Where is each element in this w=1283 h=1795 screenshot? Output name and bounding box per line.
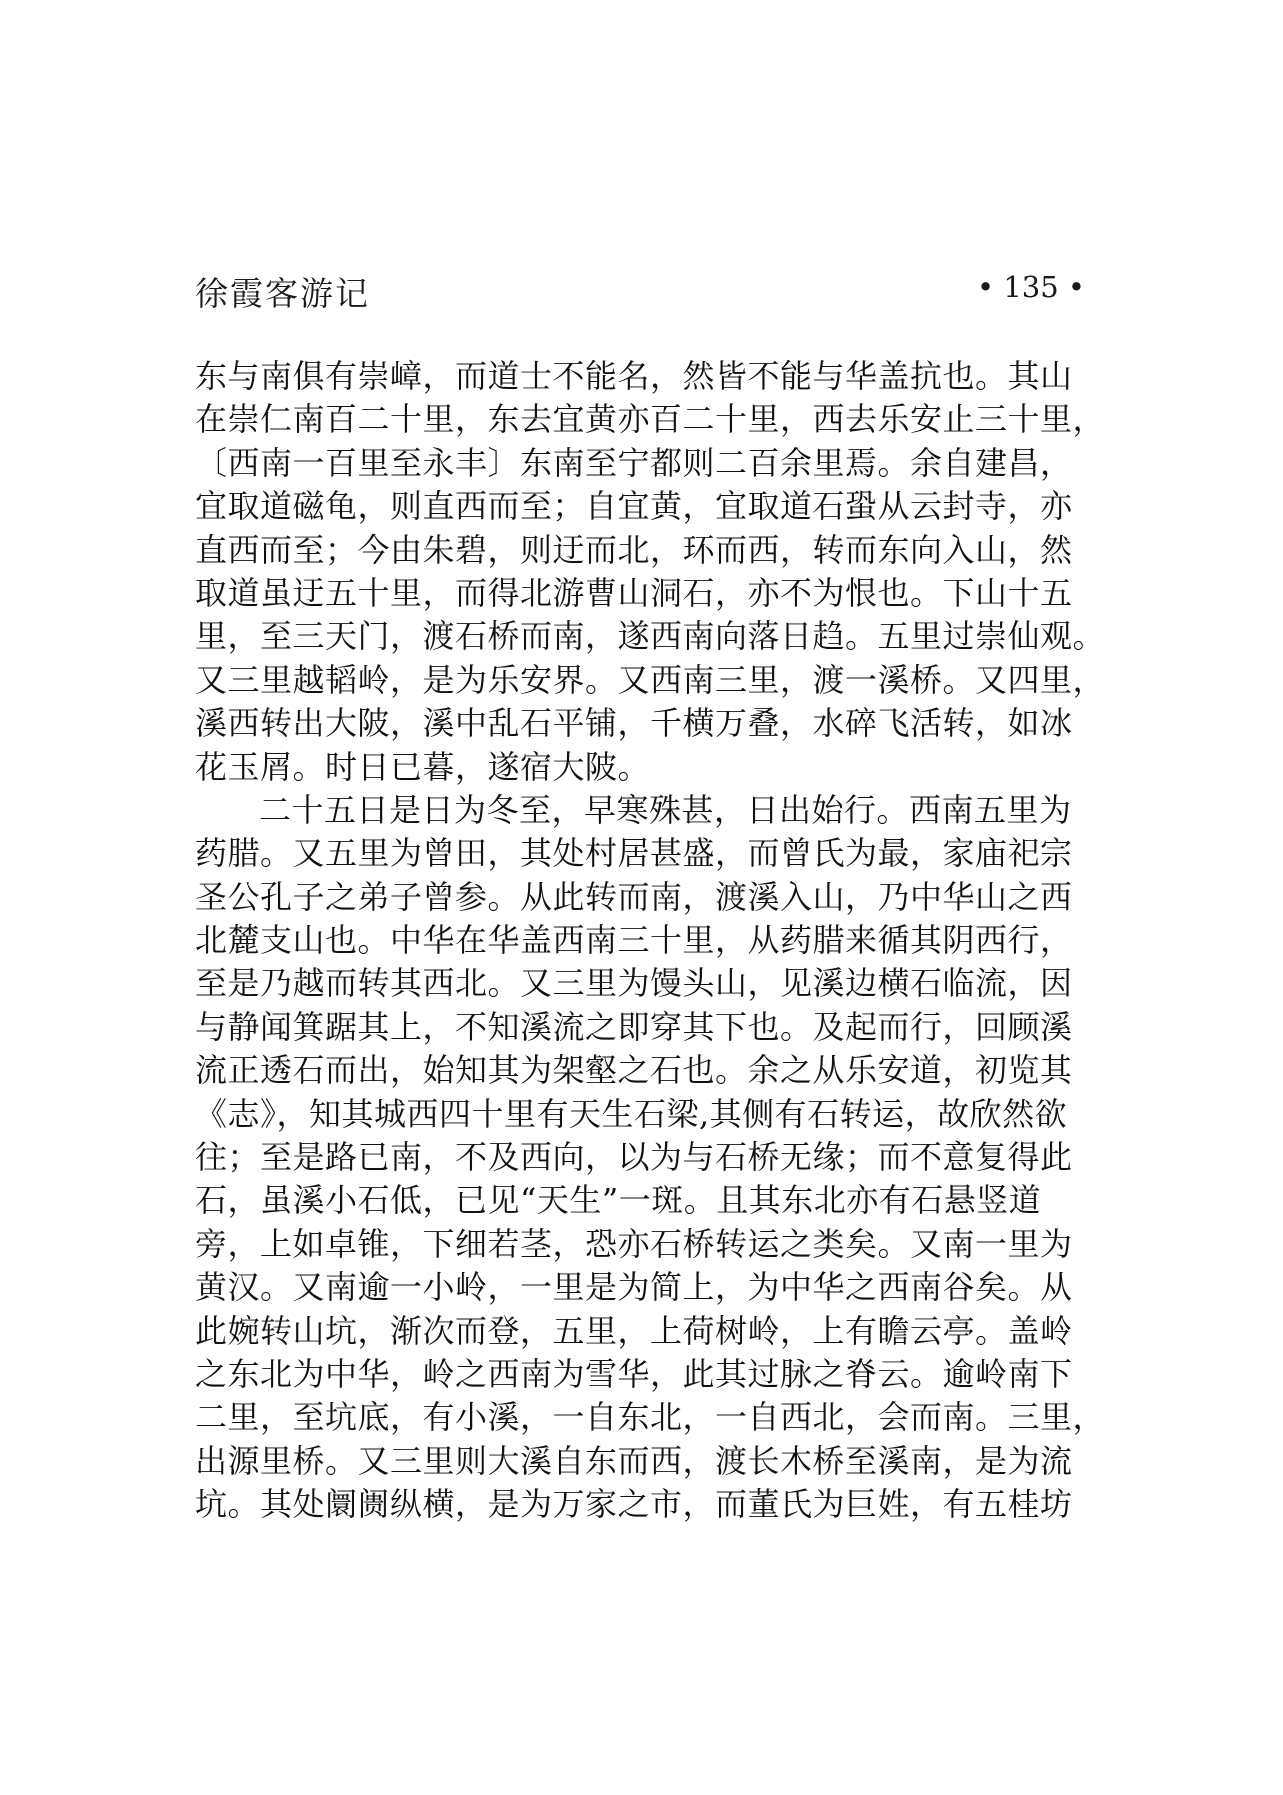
text-line: 〔西南一百里至永丰〕东南至宁都则二百余里焉。余自建昌，	[195, 443, 1073, 482]
text-line: 二里，至坑底，有小溪，一自东北，一自西北，会而南。三里，	[195, 1398, 1106, 1437]
page-number: • 135 •	[977, 270, 1085, 304]
book-title: 徐霞客游记	[195, 274, 370, 313]
text-line: 直西而至；今由朱碧，则迂而北，环而西，转而东向入山，然	[195, 530, 1073, 569]
body-text	[195, 355, 1135, 1527]
text-line: 石，虽溪小石低，已见“天生”一斑。且其东北亦有石悬竖道	[195, 1181, 1042, 1220]
text-line: 与静闻箕踞其上，不知溪流之即穿其下也。及起而行，回顾溪	[195, 1007, 1073, 1046]
text-line: 溪西转出大陂，溪中乱石平铺，千横万叠，水碎飞活转，如冰	[195, 704, 1073, 743]
text-line: 出源里桥。又三里则大溪自东而西，渡长木桥至溪南，是为流	[195, 1441, 1073, 1480]
text-line: 北麓支山也。中华在华盖西南三十里，从药腊来循其阴西行，	[195, 921, 1073, 960]
text-line: 流正透石而出，始知其为架壑之石也。余之从乐安道，初览其	[195, 1051, 1073, 1090]
text-line: 宜取道磁龟，则直西而至；自宜黄，宜取道石蛩从云封寺，亦	[195, 487, 1073, 526]
text-line: 此婉转山坑，渐次而登，五里，上荷树岭，上有瞻云亭。盖岭	[195, 1311, 1073, 1350]
text-line: 往；至是路已南，不及西向，以为与石桥无缘；而不意复得此	[195, 1138, 1073, 1177]
text-line: 药腊。又五里为曾田，其处村居甚盛，而曾氏为最，家庙祀宗	[195, 834, 1073, 873]
text-line: 圣公孔子之弟子曾参。从此转而南，渡溪入山，乃中华山之西	[195, 877, 1073, 916]
text-line: 旁，上如卓锥，下细若茎，恐亦石桥转运之类矣。又南一里为	[195, 1224, 1073, 1263]
page-header	[195, 268, 1085, 313]
text-line: 花玉屑。时日已暮，遂宿大陂。	[195, 747, 651, 786]
text-line: 里，至三天门，渡石桥而南，遂西南向落日趋。五里过崇仙观。	[195, 617, 1106, 656]
text-line: 东与南俱有崇嶂，而道士不能名，然皆不能与华盖抗也。其山	[195, 357, 1073, 395]
text-line: 在崇仁南百二十里，东去宜黄亦百二十里，西去乐安止三十里，	[195, 400, 1106, 439]
text-line: 取道虽迂五十里，而得北游曹山洞石，亦不为恨也。下山十五	[195, 573, 1073, 612]
text-line: 坑。其处阛阓纵横，是为万家之市，而董氏为巨姓，有五桂坊	[195, 1485, 1073, 1524]
text-line: 之东北为中华，岭之西南为雪华，此其过脉之脊云。逾岭南下	[195, 1354, 1073, 1393]
text-line: 又三里越韬岭，是为乐安界。又西南三里，渡一溪桥。又四里，	[195, 660, 1106, 699]
paragraph-first-line: 二十五日是日为冬至，早寒殊甚，日出始行。西南五里为	[259, 790, 1072, 829]
text-line: 至是乃越而转其西北。又三里为馒头山，见溪边横石临流，因	[195, 964, 1073, 1003]
text-line: 黄汉。又南逾一小岭，一里是为简上，为中华之西南谷矣。从	[195, 1268, 1073, 1307]
text-line: 《志》，知其城西四十里有天生石梁,其侧有石转运，故欣然欲	[195, 1094, 1068, 1133]
